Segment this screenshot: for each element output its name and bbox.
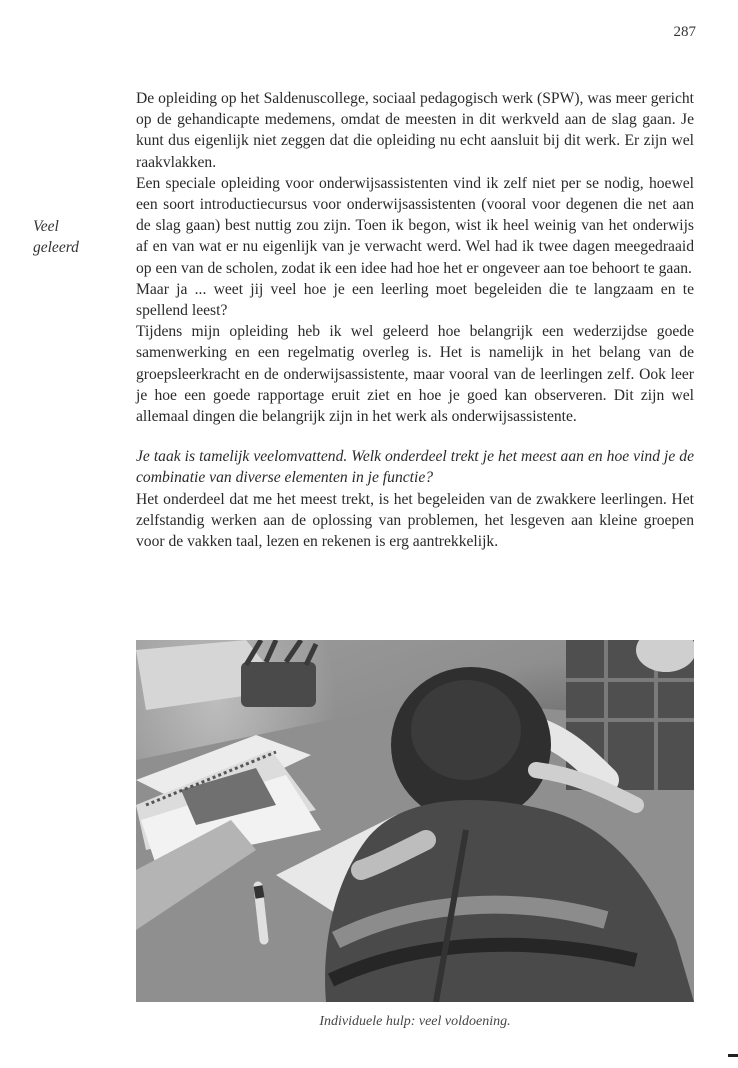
paragraph: De opleiding op het Saldenuscollege, sociaal pedagogisch werk (SPW), was meer gericht op de gehandicapte medemens, omdat de meesten in dit werkveld aan de slag gaan. Je kunt dus eigenlijk niet zeggen dat die opleiding nu echt aansluit bij dit werk. Er zijn wel raakvlakken. [136,90,694,171]
margin-note [33,216,123,258]
photo-caption: Individuele hulp: veel voldoening. [319,1014,511,1029]
paragraph: Maar ja ... weet jij veel hoe je een leerling moet begeleiden die te langzaam en te spellend leest? [136,280,694,320]
edge-mark [728,1054,738,1057]
article-body [136,88,694,552]
page-number: 287 [673,24,696,40]
interview-answer: Het onderdeel dat me het meest trekt, is het begeleiden van de zwakkere leerlingen. Het zelfstandig werken aan de oplossing van problemen, het lesgeven aan kleine groepen voor de vakken taal, lezen en rekenen is erg aantrekkelijk. [136,490,694,551]
margin-note-line-1: Veel [33,218,59,235]
paragraph: Een speciale opleiding voor onderwijsassistenten vind ik zelf niet per se nodig, hoewel een soort introductiecursus voor onderwijsassistenten (vooral voor degenen die net aan de slag gaan) best nuttig zou zijn. Toen ik begon, wist ik heel weinig van het onderwijs af en van wat er nu eigenlijk van je verwacht werd. Wel had ik twee dagen meegedraaid op een van de scholen, zodat ik een idee had hoe het er ongeveer aan toe behoort te gaan. [136,174,694,277]
margin-note-line-2: geleerd [33,239,79,256]
interview-question: Je taak is tamelijk veelomvattend. Welk onderdeel trekt je het meest aan en hoe vind je de combinatie van diverse elementen in je functie? [136,448,694,487]
classroom-photo [136,640,694,1002]
paragraph: Tijdens mijn opleiding heb ik wel geleerd hoe belangrijk een wederzijdse goede samenwerking en een regelmatig overleg is. Het is namelijk in het belang van de groepsleerkracht en de onderwijsassistente, maar vooral van de leerlingen zelf. Ook leer je hoe een goede rapportage eruit ziet en hoe je goed kan observeren. Dit zijn wel allemaal dingen die belangrijk zijn in het werk als onderwijsassistente. [136,323,694,426]
